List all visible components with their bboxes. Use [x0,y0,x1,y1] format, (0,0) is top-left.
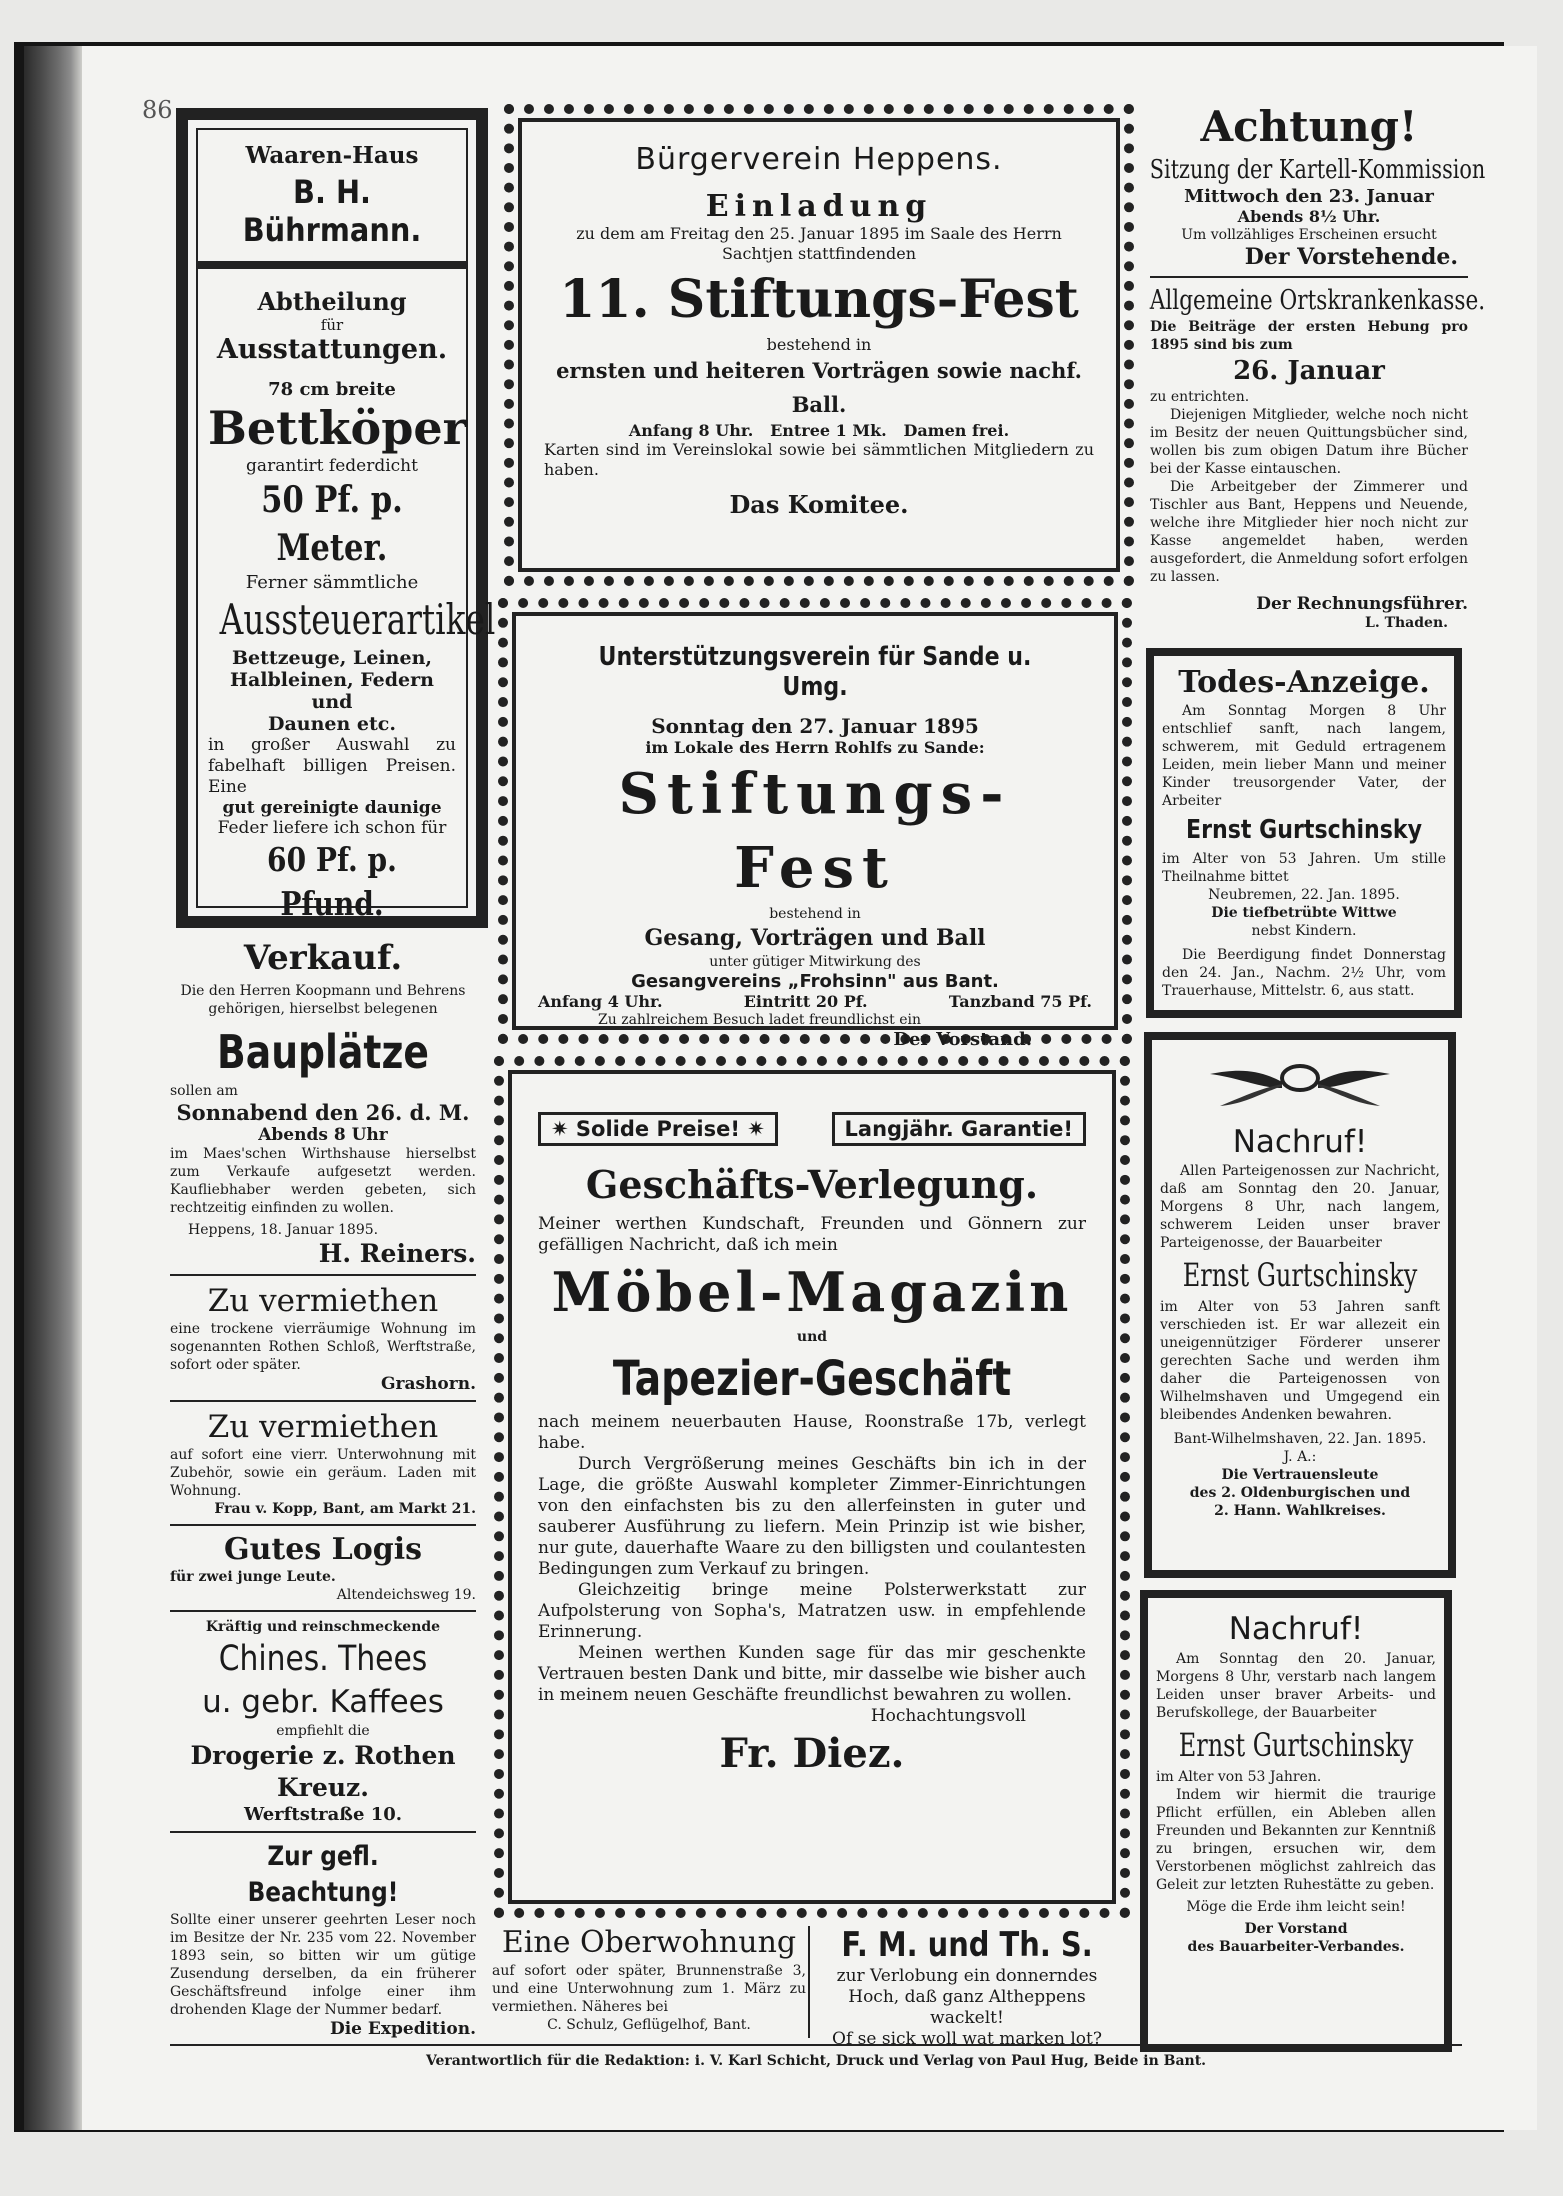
department-name: Ausstattungen. [216,334,448,365]
buehrmann-ad [176,108,496,928]
sande-headline: Stiftungs-Fest [618,761,1012,901]
heppens-intro: zu dem am Freitag den 25. Januar 1895 im Saale des Herrn Sachtjen stattfindenden [576,224,1062,263]
todes-anzeige [1146,648,1462,1018]
vertical-divider [808,1926,810,2038]
kasse-body-1: Diejenigen Mitglieder, welche noch nicht im Besitz der neuen Quittungsbücher sind, wollen bis zum obigen Datum ihre Bücher bei der Kasse eintauschen. [1150,407,1468,477]
beachtung-title: Zur gefl. Beachtung! [247,1841,399,1908]
sande-dance: Tanzband 75 Pf. [948,992,1092,1011]
kasse-pay: zu entrichten. [1150,389,1250,405]
nachruf2-age: im Alter von 53 Jahren. [1156,1769,1322,1785]
right-column [1149,100,1486,632]
nachruf2-signature-1: Der Vorstand [1244,1921,1348,1937]
feather-text: gut gereinigte daunige [222,798,442,818]
nachruf1-place-date: Bant-Wilhelmshaven, 22. Jan. 1895. [1173,1431,1427,1447]
diez-headline-2: Tapezier-Geschäft [612,1351,1012,1407]
divider [170,1274,476,1276]
divider [1150,276,1468,278]
vermiethen1-text: eine trockene vierräumige Wohnung im sogenannten Rothen Schloß, Werftstraße, sofort oder später. [170,1321,476,1373]
oberwohnung-title: Eine Oberwohnung [501,1925,797,1960]
logis-title: Gutes Logis [223,1532,423,1567]
diez-signature: Fr. Diez. [719,1730,905,1777]
nachruf1-name: Ernst Gurtschinsky [1182,1256,1418,1294]
diez-body-2: Gleichzeitig bringe meine Polsterwerkstatt zur Aufpolsterung von Sopha's, Matratzen usw. in empfehlende Erinnerung. [538,1580,1086,1642]
achtung-subtitle: Sitzung der Kartell-Kommission [1149,155,1486,185]
vermiethen2-signature: Frau v. Kopp, Bant, am Markt 21. [214,1501,476,1517]
for-label: für [320,316,344,334]
sande-date: Sonntag den 27. Januar 1895 [651,714,979,738]
ad-heading: Waaren-Haus [245,142,419,169]
thees-recommends: empfiehlt die [276,1723,370,1739]
heppens-headline: 11. Stiftungs-Fest [559,269,1079,330]
achtung-signature: Der Vorstehende. [1244,244,1458,270]
nachruf2-wish: Möge die Erde ihm leicht sein! [1186,1899,1406,1915]
kasse-text: Die Beiträge der ersten Hebung pro 1895 sind bis zum [1150,319,1468,353]
verlobung-ad [812,1924,1122,2050]
nachruf1-signature-3: 2. Hann. Wahlkreises. [1214,1503,1386,1519]
nachruf-2 [1140,1590,1452,2052]
product-name: Bettköper [208,401,467,455]
sande-cooperation: unter gütiger Mitwirkung des [709,954,921,970]
diez-regards: Hochachtungsvoll [870,1706,1026,1726]
divider [170,1831,476,1833]
kasse-signer: L. Thaden. [1364,615,1448,631]
heppens-consisting: bestehend in [766,335,872,354]
sande-ad [498,598,1132,1050]
todes-place-date: Neubremen, 22. Jan. 1895. [1208,887,1400,903]
sande-invite: Zu zahlreichem Besuch ladet freundlichst ein [598,1012,921,1028]
nachruf2-name: Ernst Gurtschinsky [1178,1726,1414,1764]
nachruf-1 [1144,1032,1456,1578]
kasse-date: 26. Januar [1233,356,1385,386]
achtung-time: Abends 8½ Uhr. [1237,207,1381,226]
beachtung-text: Sollte einer unserer geehrten Leser noch im Besitze der Nr. 235 vom 22. November 1893 sein, so bitten wir um gütige Zusendung derselben, da ein früherer Geschäftsfreund infolge einer ihm drohenden Klage der Nummer bedarf. [170,1912,476,2018]
thees-headline: Chines. Thees [218,1639,428,1679]
width-label: 78 cm breite [268,379,396,400]
logis-text: für zwei junge Leute. [170,1569,336,1585]
nachruf2-signature-2: des Bauarbeiter-Verbandes. [1187,1939,1405,1955]
nachruf1-ia: J. A.: [1283,1449,1317,1465]
sande-prices [538,992,1092,1011]
kasse-title: Allgemeine Ortskrankenkasse. [1149,285,1486,316]
diez-body-1: Durch Vergrößerung meines Geschäfts bin ich in der Lage, die größte Auswahl kompleter Zimmer-Einrichtungen von den einfachsten bis zu den allerfeinsten in guter und sauberer Ausführung zu liefern. Mein Prinzip ist wie bisher, nur gute, dauerhafte Waare zu den billigsten und coulantesten Bedingungen zum Verkauf zu bringen. [538,1454,1086,1579]
verlobung-text-2: Of se sick woll wat marken lot? [832,2029,1102,2049]
nachruf1-title: Nachruf! [1232,1124,1368,1160]
vermiethen2-title: Zu vermiethen [207,1409,439,1445]
ad-text: in großer Auswahl zu fabelhaft billigen Preisen. Eine [208,735,456,797]
todes-text: Am Sonntag Morgen 8 Uhr entschlief sanft, nach langem, schwerem, mit Geduld ertragenem Leiden, mein lieber Mann und meiner Kinder treusorgender Vater, der Arbeiter [1162,703,1446,809]
sande-location: im Lokale des Herrn Rohlfs zu Sande: [645,738,985,757]
verlobung-text: zur Verlobung ein donnerndes Hoch, daß ganz Altheppens wackelt! [836,1966,1098,2028]
achtung-date: Mittwoch den 23. Januar [1184,186,1434,207]
todes-age: im Alter von 53 Jahren. Um stille Theilnahme bittet [1162,851,1446,885]
oberwohnung-signature: C. Schulz, Geflügelhof, Bant. [547,2017,751,2033]
sande-signature: Der Vorstand. [893,1029,1032,1050]
items-1: Bettzeuge, Leinen, [232,647,432,669]
wreath-icon [1160,1048,1440,1122]
nachruf1-signature-2: des 2. Oldenburgischen und [1189,1485,1411,1501]
verkauf-signature: H. Reiners. [318,1239,476,1268]
beachtung-signature: Die Expedition. [329,2019,476,2039]
verkauf-place-date: Heppens, 18. Januar 1895. [188,1222,379,1238]
kaffees-headline: u. gebr. Kaffees [202,1684,444,1720]
divider [170,1400,476,1402]
todes-funeral: Die Beerdigung findet Donnerstag den 24. Jan., Nachm. 2½ Uhr, vom Trauerhause, Mittelstr. 6, aus statt. [1162,947,1446,999]
heppens-title: Bürgerverein Heppens. [635,142,1003,177]
verkauf-body: im Maes'schen Wirthshause hierselbst zum Verkaufe aufgesetzt werden. Kaufliebhaber werden gebeten, sich rechtzeitig einfinden zu wollen. [170,1146,476,1216]
heppens-tickets: Karten sind im Vereinslokal sowie bei sämmtlichen Mitgliedern zu haben. [544,440,1094,479]
verkauf-headline: Bauplätze [216,1025,430,1079]
department-label: Abtheilung [257,287,407,316]
logis-address: Altendeichsweg 19. [336,1587,476,1603]
oberwohnung-text: auf sofort oder später, Brunnenstraße 3, und eine Unterwohnung zum 1. März zu vermiethen. Näheres bei [492,1963,806,2015]
verkauf-time: Abends 8 Uhr [258,1125,388,1145]
sande-consisting: bestehend in [769,906,861,922]
price-per-pound: 60 Pf. p. Pfund. [267,840,397,923]
price-per-meter: 50 Pf. p. Meter. [261,479,403,569]
heppens-times: Anfang 8 Uhr. Entree 1 Mk. Damen frei. [628,421,1010,440]
category-name: Aussteuerartikel [219,595,496,644]
verkauf-text: sollen am [170,1083,238,1099]
sande-start: Anfang 4 Uhr. [538,992,663,1011]
sande-choir: Gesangvereins „Frohsinn" aus Bant. [631,971,999,992]
feather-text-2: Feder liefere ich schon für [217,818,447,838]
heppens-signature: Das Komitee. [729,490,909,519]
deceased-name: Ernst Gurtschinsky [1185,815,1423,845]
store-name: B. H. Bührmann. [242,173,422,249]
kasse-body-2: Die Arbeitgeber der Zimmerer und Tischler aus Bant, Heppens und Neuende, welche ihre Mitglieder hier noch nicht zur Kasse angemeldet haben, werden ausgefordert, die Anmeldung sofort erfolgen zu lassen. [1150,479,1468,585]
drogerie-name: Drogerie z. Rothen Kreuz. [190,1741,456,1802]
product-note: garantirt federdicht [246,456,418,476]
nachruf1-signature-1: Die Vertrauensleute [1221,1467,1379,1483]
imprint: Verantwortlich für die Redaktion: i. V. Karl Schicht, Druck und Verlag von Paul Hug, Beide in Bant. [425,2053,1207,2069]
further-label: Ferner sämmtliche [245,572,419,593]
drogerie-address: Werftstraße 10. [243,1804,403,1825]
achtung-title: Achtung! [1200,102,1418,151]
diez-headline-1: Möbel-Magazin [551,1260,1073,1324]
verkauf-date: Sonnabend den 26. d. M. [176,1100,470,1125]
diez-intro: Meiner werthen Kundschaft, Freunden und Gönnern zur gefälligen Nachricht, daß ich mein [538,1214,1086,1255]
divider [170,1524,476,1526]
left-column [170,938,476,2039]
sande-entry: Eintritt 20 Pf. [743,992,868,1011]
sande-title: Unterstützungsverein für Sande u. Umg. [598,642,1032,702]
diez-and: und [796,1329,828,1345]
footer-rule [170,2044,1462,2046]
verkauf-title: Verkauf. [243,938,403,978]
diez-relocated: nach meinem neuerbauten Hause, Roonstraße 17b, verlegt habe. [538,1412,1086,1453]
nachruf2-body: Indem wir hiermit die traurige Pflicht erfüllen, ein Ableben allen Freunden und Bekannten zur Kenntniß zu bringen, ersuchen wir, dem Verstorbenen möglichst zahlreich das Geleit zur letzten Ruhestätte zu geben. [1156,1787,1436,1893]
divider [170,1610,476,1612]
nachruf1-body: im Alter von 53 Jahren sanft verschieden ist. Er war allezeit ein uneigennütziger Förderer unserer gerechten Sache und werden ihm daher die Parteigenossen von Wilhelmshaven und Umgegend ein bleibendes Andenken bewahren. [1160,1299,1440,1423]
thees-intro: Kräftig und reinschmeckende [205,1619,441,1635]
verlobung-title: F. M. und Th. S. [841,1925,1093,1965]
heppens-program: ernsten und heiteren Vorträgen sowie nachf. Ball. [556,358,1082,417]
vermiethen1-title: Zu vermiethen [207,1283,439,1319]
todes-title: Todes-Anzeige. [1178,665,1430,700]
kasse-signature: Der Rechnungsführer. [1256,594,1468,614]
todes-widow: Die tiefbetrübte Wittwe [1211,905,1397,921]
sande-program: Gesang, Vorträgen und Ball [644,925,986,951]
guarantee-badge: Langjähr. Garantie! [832,1112,1086,1146]
todes-children: nebst Kindern. [1251,923,1357,939]
oberwohnung-ad [492,1924,806,2034]
book-spine [24,46,82,2130]
items-3: Daunen etc. [268,713,396,735]
heppens-invitation: Einladung [705,189,933,224]
page-number: 86 [142,96,173,124]
vermiethen2-text: auf sofort eine vierr. Unterwohnung mit Zubehör, sowie ein geräum. Laden mit Wohnung. [170,1447,476,1499]
items-2: Halbleinen, Federn und [230,669,434,713]
vermiethen1-signature: Grashorn. [381,1374,476,1394]
diez-ad [494,1056,1130,1918]
nachruf2-text: Am Sonntag den 20. Januar, Morgens 8 Uhr, verstarb nach langem Leiden unser braver Arbeits- und Berufskollege, der Bauarbeiter [1156,1651,1436,1721]
nachruf1-text: Allen Parteigenossen zur Nachricht, daß am Sonntag den 20. Januar, Morgens 8 Uhr, nach langem, schwerem Leiden unser braver Parteigenosse, der Bauarbeiter [1160,1163,1440,1251]
diez-body-3: Meinen werthen Kunden sage für das mir geschenkte Vertrauen besten Dank und bitte, mir dasselbe wie bisher auch in meinem neuen Geschäfte freundlichst bewahren zu wollen. [538,1643,1086,1705]
diez-title: Geschäfts-Verlegung. [585,1162,1039,1207]
nachruf2-title: Nachruf! [1228,1611,1364,1647]
solid-prices-badge: ✷ Solide Preise! ✷ [538,1112,778,1146]
achtung-request: Um vollzähliges Erscheinen ersucht [1181,227,1437,243]
verkauf-intro: Die den Herren Koopmann und Behrens gehörigen, hierselbst belegenen [180,983,466,1017]
heppens-ad [504,104,1134,586]
